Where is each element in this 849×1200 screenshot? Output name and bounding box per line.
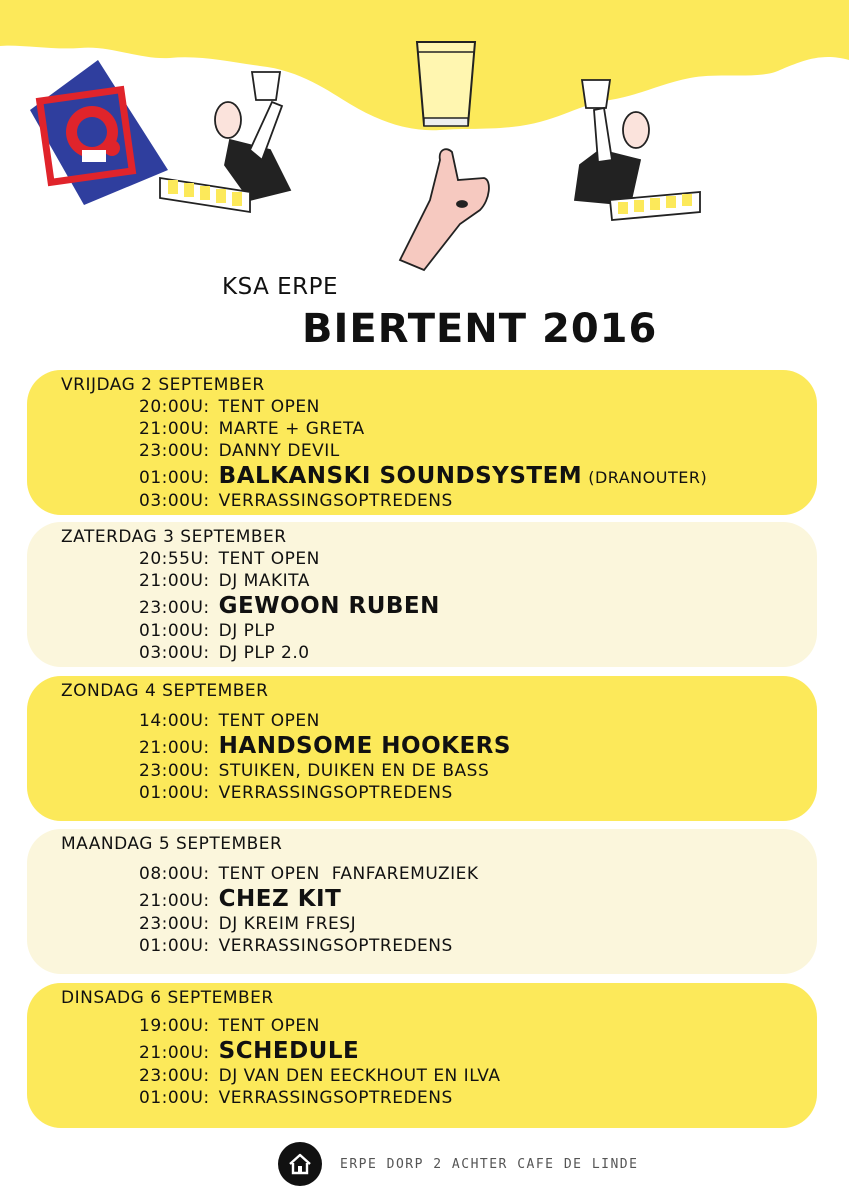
act: TENT OPEN (218, 397, 320, 417)
time: 01:00U: (139, 1088, 210, 1108)
time: 01:00U: (139, 621, 210, 641)
schedule-row (139, 863, 817, 885)
act-headliner: CHEZ KIT (218, 886, 342, 912)
schedule-row (139, 548, 817, 570)
beer-glass-icon (417, 42, 475, 126)
act: DJ PLP 2.0 (218, 643, 310, 663)
act: DJ VAN DEN EECKHOUT EN ILVA (218, 1066, 501, 1086)
day-block-zondag (27, 676, 817, 821)
schedule-row-headliner (139, 885, 817, 913)
org-name: KSA ERPE (222, 274, 339, 300)
time: 19:00U: (139, 1016, 210, 1036)
day-block-vrijdag (27, 370, 817, 515)
act: VERRASSINGSOPTREDENS (218, 936, 453, 956)
schedule-row (139, 396, 817, 418)
day-block-zaterdag (27, 522, 817, 667)
time: 21:00U: (139, 891, 210, 911)
act: VERRASSINGSOPTREDENS (218, 1088, 453, 1108)
act: TENT OPEN (218, 1016, 320, 1036)
act: DANNY DEVIL (218, 441, 340, 461)
time: 23:00U: (139, 1066, 210, 1086)
schedule-row (139, 710, 817, 732)
act-headliner: SCHEDULE (218, 1038, 360, 1064)
page-title: BIERTENT 2016 (302, 306, 658, 352)
time: 21:00U: (139, 571, 210, 591)
act: DJ PLP (218, 621, 276, 641)
act-headliner: HANDSOME HOOKERS (218, 733, 511, 759)
act-headliner: BALKANSKI SOUNDSYSTEM (218, 463, 583, 489)
act-headliner: GEWOON RUBEN (218, 593, 440, 619)
day-block-dinsdag (27, 983, 817, 1128)
time: 03:00U: (139, 491, 210, 511)
schedule-row (139, 913, 817, 935)
time: 08:00U: (139, 864, 210, 884)
schedule-row-headliner (139, 462, 817, 490)
act: TENT OPEN FANFAREMUZIEK (218, 864, 479, 884)
drinker-left-illustration (160, 72, 290, 212)
day-title: DINSADG 6 SEPTEMBER (61, 988, 274, 1008)
time: 23:00U: (139, 914, 210, 934)
time: 20:00U: (139, 397, 210, 417)
drinker-right-illustration (575, 80, 700, 220)
day-title: VRIJDAG 2 SEPTEMBER (61, 375, 265, 395)
act: VERRASSINGSOPTREDENS (218, 783, 453, 803)
schedule-row-headliner (139, 732, 817, 760)
schedule-row (139, 620, 817, 642)
time: 01:00U: (139, 468, 210, 488)
time: 23:00U: (139, 598, 210, 618)
schedule-row (139, 782, 817, 804)
schedule-row (139, 1087, 817, 1109)
footer-address: ERPE DORP 2 ACHTER CAFE DE LINDE (340, 1157, 639, 1172)
schedule-row (139, 1015, 817, 1037)
act: MARTE + GRETA (218, 419, 365, 439)
thumbs-up-illustration (400, 149, 489, 270)
schedule-row (139, 440, 817, 462)
act: STUIKEN, DUIKEN EN DE BASS (218, 761, 490, 781)
day-block-maandag (27, 829, 817, 974)
time: 20:55U: (139, 549, 210, 569)
act: DJ KREIM FRESJ (218, 914, 357, 934)
day-title: MAANDAG 5 SEPTEMBER (61, 834, 283, 854)
schedule-row-headliner (139, 1037, 817, 1065)
schedule-row-headliner (139, 592, 817, 620)
act: TENT OPEN (218, 711, 320, 731)
schedule-row (139, 935, 817, 957)
day-title: ZATERDAG 3 SEPTEMBER (61, 527, 287, 547)
schedule-row (139, 418, 817, 440)
time: 23:00U: (139, 441, 210, 461)
header-illustration (0, 0, 849, 300)
schedule-row (139, 1065, 817, 1087)
time: 21:00U: (139, 419, 210, 439)
schedule-row (139, 570, 817, 592)
time: 01:00U: (139, 783, 210, 803)
ksa-logo-icon (30, 60, 168, 205)
schedule-row (139, 490, 817, 512)
time: 14:00U: (139, 711, 210, 731)
time: 21:00U: (139, 1043, 210, 1063)
act-note: (DRANOUTER) (588, 468, 708, 487)
act: VERRASSINGSOPTREDENS (218, 491, 453, 511)
time: 21:00U: (139, 738, 210, 758)
time: 01:00U: (139, 936, 210, 956)
time: 23:00U: (139, 761, 210, 781)
time: 03:00U: (139, 643, 210, 663)
schedule-row (139, 642, 817, 664)
day-title: ZONDAG 4 SEPTEMBER (61, 681, 269, 701)
act: TENT OPEN (218, 549, 320, 569)
schedule-row (139, 760, 817, 782)
home-icon (278, 1142, 322, 1186)
act: DJ MAKITA (218, 571, 310, 591)
